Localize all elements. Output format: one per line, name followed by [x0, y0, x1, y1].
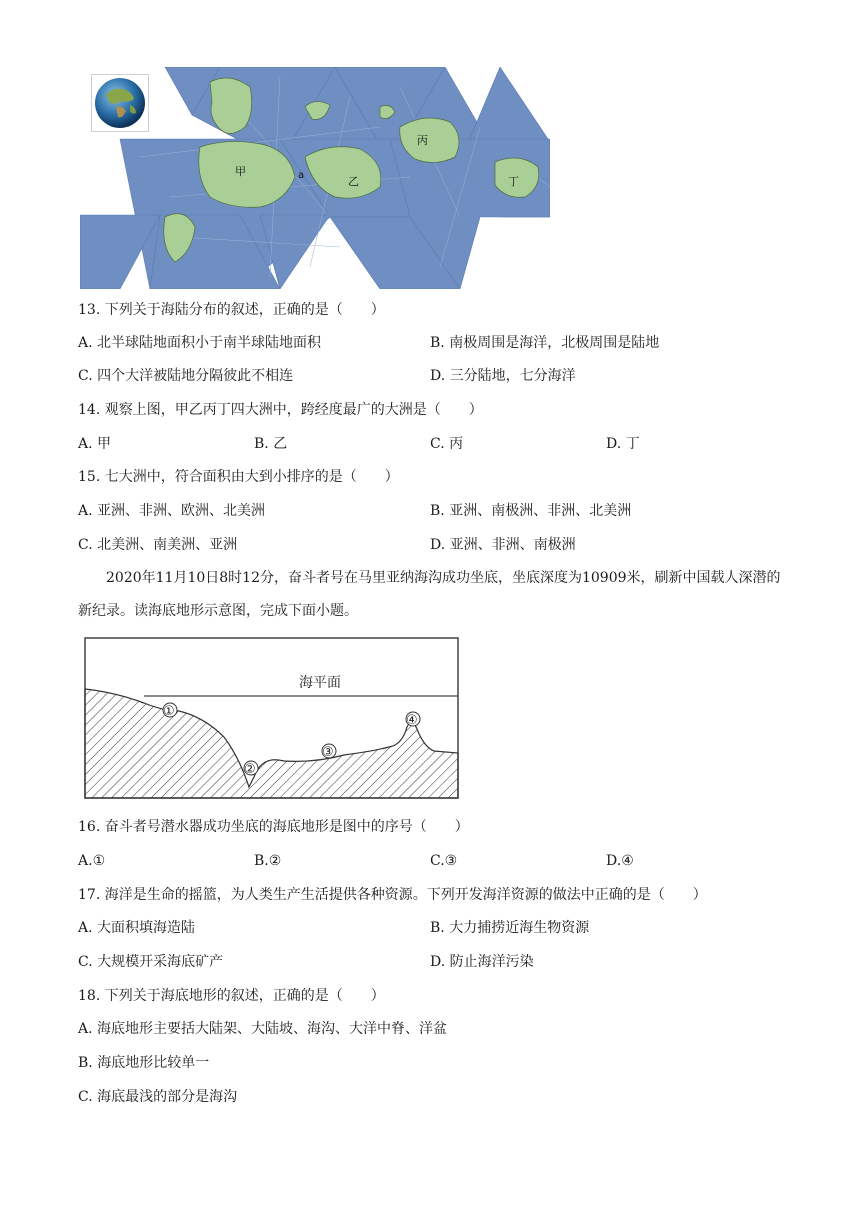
q14-option-a[interactable]: A. 甲 — [78, 436, 112, 452]
marker-4: ④ — [406, 713, 418, 728]
continent-label-bing: 丙 — [417, 134, 428, 147]
seabed-terrain-diagram — [84, 637, 459, 799]
dymaxion-world-map — [80, 67, 550, 289]
q15-option-c[interactable]: C. 北美洲、南美洲、亚洲 — [78, 537, 238, 553]
q16-option-b[interactable]: B.② — [254, 853, 282, 869]
q13-option-d[interactable]: D. 三分陆地，七分海洋 — [430, 368, 576, 384]
question-13-stem: 13. 下列关于海陆分布的叙述，正确的是（ ） — [78, 302, 385, 318]
sea-level-label: 海平面 — [299, 675, 341, 691]
q18-option-b[interactable]: B. 海底地形比较单一 — [78, 1055, 210, 1071]
q13-option-b[interactable]: B. 南极周围是海洋，北极周围是陆地 — [430, 335, 660, 351]
q13-option-a[interactable]: A. 北半球陆地面积小于南半球陆地面积 — [78, 335, 322, 351]
q17-option-b[interactable]: B. 大力捕捞近海生物资源 — [430, 920, 590, 936]
q17-option-a[interactable]: A. 大面积填海造陆 — [78, 920, 196, 936]
question-18-stem: 18. 下列关于海底地形的叙述，正确的是（ ） — [78, 988, 385, 1004]
continent-label-yi: 乙 — [348, 175, 359, 188]
q16-option-d[interactable]: D.④ — [606, 853, 634, 869]
q15-option-b[interactable]: B. 亚洲、南极洲、非洲、北美洲 — [430, 503, 632, 519]
q18-option-a[interactable]: A. 海底地形主要括大陆架、大陆坡、海沟、大洋中脊、洋盆 — [78, 1021, 448, 1037]
continent-label-jia: 甲 — [235, 165, 246, 178]
question-16-stem: 16. 奋斗者号潜水器成功坐底的海底地形是图中的序号（ ） — [78, 819, 469, 835]
continent-label-a: a — [298, 170, 305, 181]
marker-2: ② — [244, 762, 256, 777]
q14-option-c[interactable]: C. 丙 — [430, 436, 464, 452]
q17-option-d[interactable]: D. 防止海洋污染 — [430, 954, 534, 970]
q18-option-c[interactable]: C. 海底最浅的部分是海沟 — [78, 1089, 238, 1105]
marker-3: ③ — [322, 745, 334, 760]
q14-option-b[interactable]: B. 乙 — [254, 436, 288, 452]
question-15-stem: 15. 七大洲中，符合面积由大到小排序的是（ ） — [78, 469, 399, 485]
q15-option-d[interactable]: D. 亚洲、非洲、南极洲 — [430, 537, 576, 553]
q13-option-c[interactable]: C. 四个大洋被陆地分隔彼此不相连 — [78, 368, 294, 384]
q14-option-d[interactable]: D. 丁 — [606, 436, 640, 452]
q17-option-c[interactable]: C. 大规模开采海底矿产 — [78, 954, 224, 970]
q15-option-a[interactable]: A. 亚洲、非洲、欧洲、北美洲 — [78, 503, 266, 519]
q16-option-c[interactable]: C.③ — [430, 853, 458, 869]
question-17-stem: 17. 海洋是生命的摇篮，为人类生产生活提供各种资源。下列开发海洋资源的做法中正确的是（ ） — [78, 887, 707, 903]
q16-option-a[interactable]: A.① — [78, 853, 106, 869]
marker-1: ① — [163, 704, 175, 719]
passage-paragraph: 2020年11月10日8时12分，奋斗者号在马里亚纳海沟成功坐底，坐底深度为10909米，刷新中国载人深潜的新纪录。读海底地形示意图，完成下面小题。 — [78, 570, 781, 619]
continent-label-ding: 丁 — [508, 175, 519, 188]
question-14-stem: 14. 观察上图，甲乙丙丁四大洲中，跨经度最广的大洲是（ ） — [78, 402, 483, 418]
